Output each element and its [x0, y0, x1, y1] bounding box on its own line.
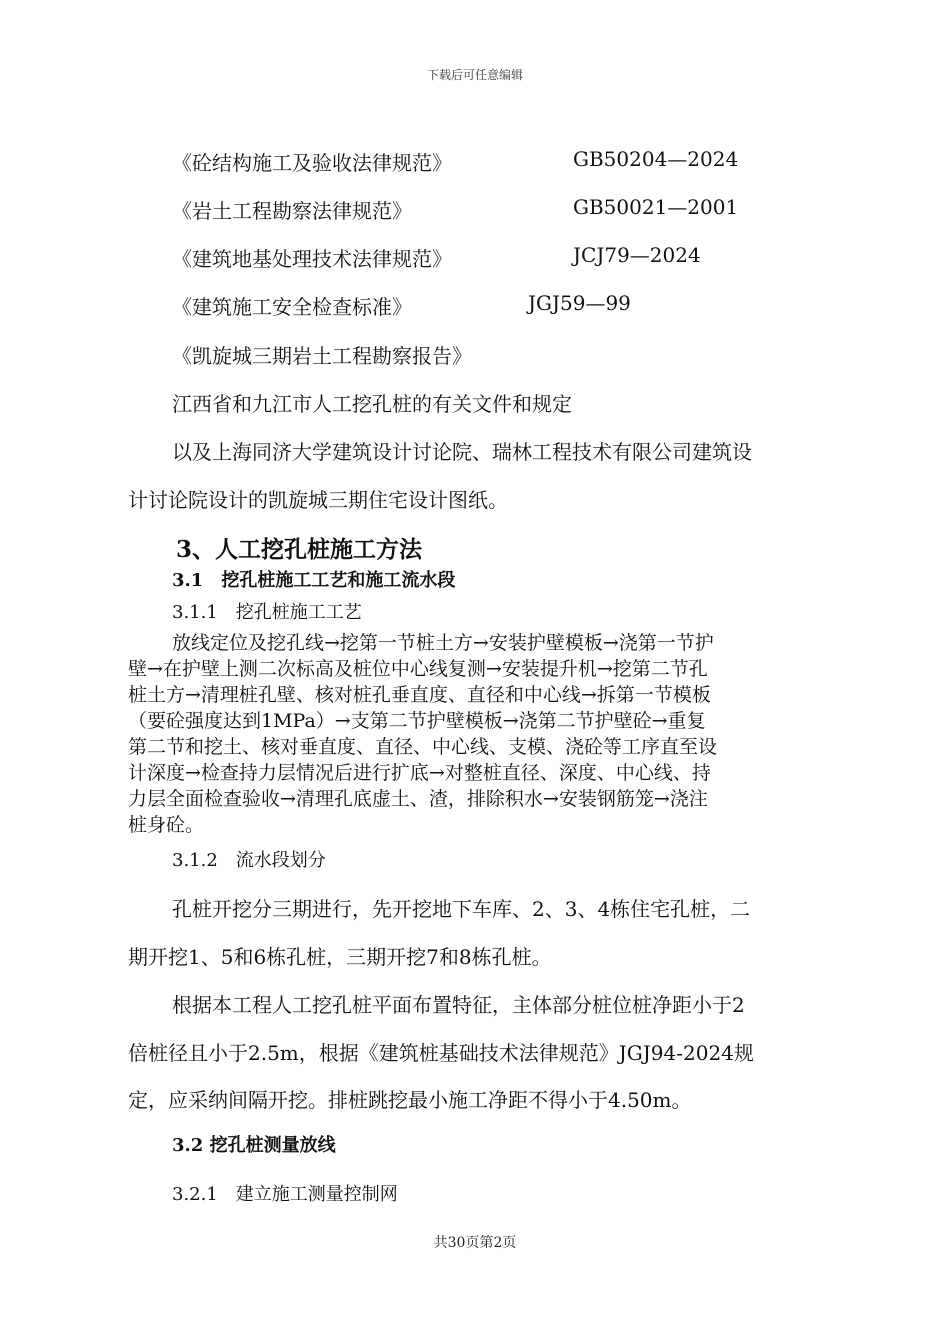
reference-title: 《建筑地基处理技术法律规范》	[172, 247, 452, 271]
process-line: 第二节和挖土、核对垂直度、直径、中心线、支模、浇砼等工序直至设	[128, 736, 718, 758]
page-header: 下载后可任意编辑	[426, 68, 523, 82]
paragraph-design-line: 计讨论院设计的凯旋城三期住宅设计图纸。	[128, 488, 508, 512]
process-line: 放线定位及挖孔线→挖第一节桩土方→安装护壁模板→浇第一节护	[172, 632, 714, 654]
process-line: 计深度→检查持力层情况后进行扩底→对整桩直径、深度、中心线、持	[128, 762, 711, 784]
process-line: 桩身砼。	[128, 814, 205, 836]
paragraph-design-line: 以及上海同济大学建筑设计讨论院、瑞林工程技术有限公司建筑设	[172, 440, 752, 464]
process-line: （要砼强度达到1MPa）→支第二节护壁模板→浇第二节护壁砼→重复	[128, 710, 706, 732]
reference-code: JGJ59—99	[528, 291, 631, 315]
section-heading-3-1-2: 3.1.2 流水段划分	[172, 850, 326, 871]
reference-code: GB50021—2001	[573, 195, 739, 219]
section-heading-3: 3、人工挖孔桩施工方法	[176, 536, 423, 563]
reference-title: 《砼结构施工及验收法律规范》	[172, 151, 452, 175]
phase-line: 期开挖1、5和6栋孔桩，三期开挖7和8栋孔桩。	[128, 945, 552, 969]
reference-title: 《建筑施工安全检查标准》	[172, 295, 412, 319]
spacing-line: 根据本工程人工挖孔桩平面布置特征，主体部分桩位桩净距小于2	[172, 993, 745, 1017]
section-heading-3-1: 3.1 挖孔桩施工工艺和施工流水段	[172, 570, 456, 591]
section-heading-3-2: 3.2 挖孔桩测量放线	[172, 1135, 336, 1156]
page-footer: 共30页第2页	[433, 1235, 517, 1251]
process-line: 桩土方→清理桩孔壁、核对桩孔垂直度、直径和中心线→拆第一节模板	[128, 684, 711, 706]
reference-code: JCJ79—2024	[573, 243, 701, 267]
section-heading-3-2-1: 3.2.1 建立施工测量控制网	[172, 1184, 398, 1205]
spacing-line: 定，应采纳间隔开挖。排桩跳挖最小施工净距不得小于4.50m。	[128, 1088, 692, 1112]
reference-title: 《凯旋城三期岩土工程勘察报告》	[172, 344, 472, 368]
reference-code: GB50204—2024	[573, 147, 739, 171]
section-heading-3-1-1: 3.1.1 挖孔桩施工工艺	[172, 602, 362, 623]
process-line: 力层全面检查验收→清理孔底虚土、渣，排除积水→安装钢筋笼→浇注	[128, 788, 708, 810]
phase-line: 孔桩开挖分三期进行，先开挖地下车库、2、3、4栋住宅孔桩，二	[172, 897, 751, 921]
spacing-line: 倍桩径且小于2.5m，根据《建筑桩基础技术法律规范》JGJ94-2024规	[128, 1041, 754, 1065]
reference-title: 《岩土工程勘察法律规范》	[172, 199, 412, 223]
paragraph-regulations: 江西省和九江市人工挖孔桩的有关文件和规定	[172, 392, 572, 416]
process-line: 壁→在护壁上测二次标高及桩位中心线复测→安装提升机→挖第二节孔	[128, 658, 708, 680]
